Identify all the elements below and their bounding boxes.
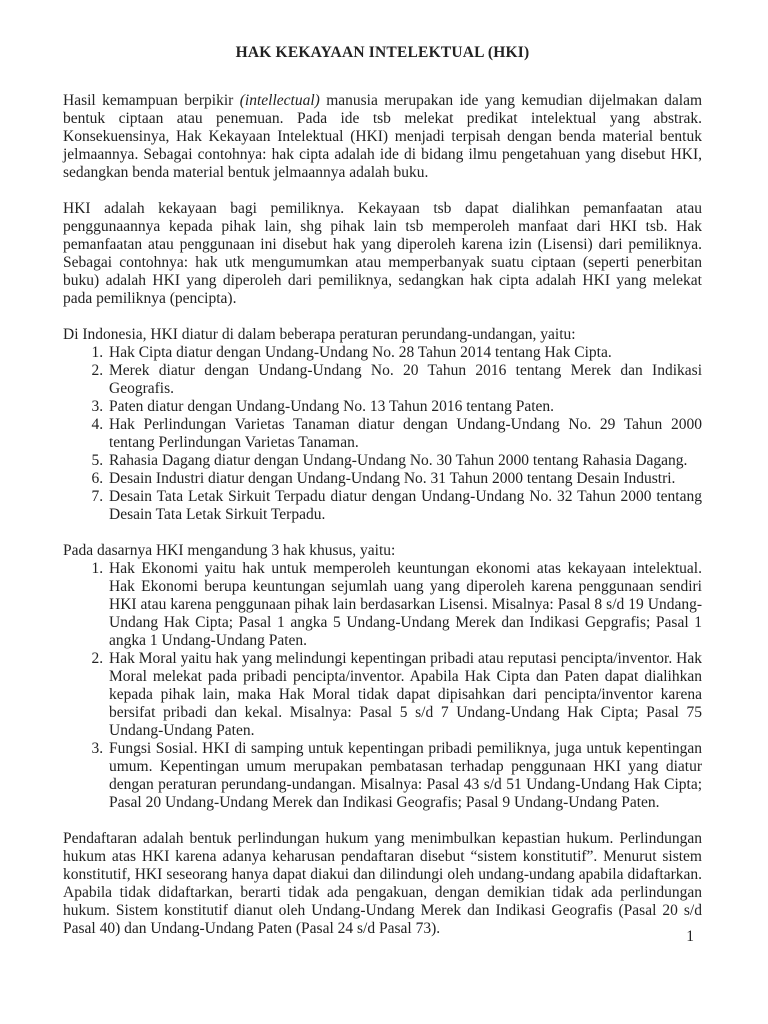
list-item: 2. Merek diatur dengan Undang-Undang No. 20 Tahun 2016 tentang Merek dan Indikasi Geografis. bbox=[107, 362, 702, 398]
list-item: 7. Desain Tata Letak Sirkuit Terpadu diatur dengan Undang-Undang No. 32 Tahun 2000 tentang Desain Tata Letak Sirkuit Terpadu. bbox=[107, 488, 702, 524]
list-item: 3. Paten diatur dengan Undang-Undang No. 13 Tahun 2016 tentang Paten. bbox=[107, 398, 702, 416]
list-item: 1. Hak Ekonomi yaitu hak untuk memperoleh keuntungan ekonomi atas kekayaan intelektual. Hak Ekonomi berupa keuntungan sejumlah uang yang diperoleh karena penggunaan sendiri HKI atau karena penggunaan pihak lain berdasarkan Lisensi. Misalnya: Pasal 8 s/d 19 Undang-Undang Hak Cipta; Pasal 1 angka 5 Undang-Undang Merek dan Indikasi Gepgrafis; Pasal 1 angka 1 Undang-Undang Paten. bbox=[107, 560, 702, 650]
paragraph-hki-wealth: HKI adalah kekayaan bagi pemiliknya. Kekayaan tsb dapat dialihkan pemanfaatan atau penggunaannya kepada pihak lain, shg pihak lain tsb memperoleh manfaat dari HKI tsb. Hak pemanfaatan atau penggunaan ini disebut hak yang diperoleh karena izin (Lisensi) dari pemiliknya. Sebagai contohnya: hak utk mengumumkan atau memperbanyak suatu ciptaan (seperti penerbitan buku) adalah HKI yang diperoleh dari pemiliknya, sedangkan hak cipta adalah HKI yang melekat pada pemiliknya (pencipta). bbox=[63, 200, 702, 307]
italic-term: (intellectual) bbox=[239, 92, 320, 109]
document-title: HAK KEKAYAAN INTELEKTUAL (HKI) bbox=[235, 44, 530, 61]
regulations-intro: Di Indonesia, HKI diatur di dalam beberapa peraturan perundang-undangan, yaitu: bbox=[63, 326, 576, 343]
page-number: 1 bbox=[686, 928, 694, 945]
list-item: 2. Hak Moral yaitu hak yang melindungi kepentingan pribadi atau reputasi pencipta/inventor. Hak Moral melekat pada pribadi pencipta/inventor. Apabila Hak Cipta dan Paten dapat dialihkan kepada pihak lain, maka Hak Moral tidak dapat dipisahkan dari pencipta/inventor karena bersifat pribadi dan kekal. Misalnya: Pasal 5 s/d 7 Undang-Undang Hak Cipta; Pasal 75 Undang-Undang Paten. bbox=[107, 650, 702, 740]
list-item: 3. Fungsi Sosial. HKI di samping untuk kepentingan pribadi pemiliknya, juga untuk kepentingan umum. Kepentingan umum merupakan pembatasan terhadap penggunaan HKI yang diatur dengan peraturan perundang-undangan. Misalnya: Pasal 43 s/d 51 Undang-Undang Hak Cipta; Pasal 20 Undang-Undang Merek dan Indikasi Geografis; Pasal 9 Undang-Undang Paten. bbox=[107, 740, 702, 812]
list-item: 4. Hak Perlindungan Varietas Tanaman diatur dengan Undang-Undang No. 29 Tahun 2000 tentang Perlindungan Varietas Tanaman. bbox=[107, 416, 702, 452]
list-item: 1. Hak Cipta diatur dengan Undang-Undang No. 28 Tahun 2014 tentang Hak Cipta. bbox=[107, 344, 702, 362]
list-item: 5. Rahasia Dagang diatur dengan Undang-Undang No. 30 Tahun 2000 tentang Rahasia Dagang. bbox=[107, 452, 702, 470]
paragraph-registration: Pendaftaran adalah bentuk perlindungan hukum yang menimbulkan kepastian hukum. Perlindungan hukum atas HKI karena adanya keharusan pendaftaran disebut “sistem konstitutif”. Menurut sistem konstitutif, HKI seseorang hanya dapat diakui dan dilindungi oleh undang-undang apabila didaftarkan. Apabila tidak didaftarkan, berarti tidak ada pengakuan, dengan demikian tidak ada perlindungan hukum. Sistem konstitutif dianut oleh Undang-Undang Merek dan Indikasi Geografis (Pasal 20 s/d Pasal 40) dan Undang-Undang Paten (Pasal 24 s/d Pasal 73). bbox=[63, 830, 702, 937]
paragraph-text: manusia merupakan ide yang kemudian dijelmakan dalam bentuk ciptaan atau penemuan. Pada ide tsb melekat predikat intelektual yang abstrak. Konsekuensinya, Hak Kekayaan Intelektual (HKI) menjadi terpisah dengan benda material bentuk jelmaannya. Sebagai contohnya: hak cipta adalah ide di bidang ilmu pengetahuan yang disebut HKI, sedangkan benda material bentuk jelmaannya adalah buku. bbox=[63, 92, 702, 181]
rights-list bbox=[63, 560, 702, 812]
list-item: 6. Desain Industri diatur dengan Undang-Undang No. 31 Tahun 2000 tentang Desain Industri. bbox=[107, 470, 702, 488]
regulations-list bbox=[63, 344, 702, 524]
paragraph-text: Hasil kemampuan berpikir bbox=[63, 92, 240, 109]
rights-intro: Pada dasarnya HKI mengandung 3 hak khusus, yaitu: bbox=[63, 542, 396, 559]
paragraph-intellectual bbox=[63, 92, 702, 182]
